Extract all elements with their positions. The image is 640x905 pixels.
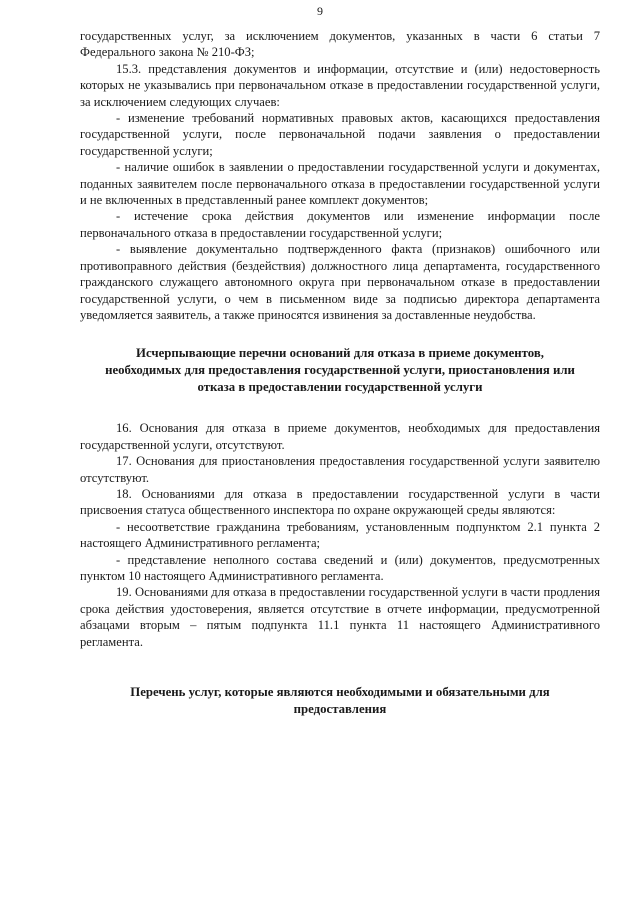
paragraph-15-3: 15.3. представления документов и информации, отсутствие и (или) недостоверность которых не указывались при первоначальном отказе в предоставлении государственной услуги, за исключением следующих случаев: (80, 61, 600, 109)
list-item: - выявление документально подтвержденного факта (признаков) ошибочного или противоправного действия (бездействия) должностного лица департамента, государственного гражданского служащего автономного округа при первоначальном отказе в предоставлении государственной услуги, о чем в письменном виде за подписью директора департамента уведомляется заявитель, а также приносятся извинения за доставленные неудобства. (80, 242, 600, 322)
list-item: - истечение срока действия документов или изменение информации после первоначального отказа в предоставлении государственной услуги; (80, 209, 600, 240)
list-item: - наличие ошибок в заявлении о предоставлении государственной услуги и документах, поданных заявителем после первоначального отказа в предоставлении государственной услуги и не включенных в представленный ранее комплект документов; (80, 160, 600, 208)
paragraph-17: 17. Основания для приостановления предоставления государственной услуги заявителю отсутствуют. (80, 454, 600, 485)
list-item: - изменение требований нормативных правовых актов, касающихся предоставления государственной услуги, после первоначальной подачи заявления о предоставлении государственной услуги; (80, 111, 600, 158)
paragraph-18: 18. Основаниями для отказа в предоставлении государственной услуги в части присвоения статуса общественного инспектора по охране окружающей среды являются: (80, 486, 600, 518)
document-body (80, 28, 600, 718)
paragraph-continuation: государственных услуг, за исключением документов, указанных в части 6 статьи 7 Федерального закона № 210-ФЗ; (80, 29, 600, 60)
list-item: - представление неполного состава сведений и (или) документов, предусмотренных пунктом 10 настоящего Административного регламента. (80, 552, 600, 583)
page-number: 9 (317, 4, 323, 18)
section-heading-required-services: Перечень услуг, которые являются необходимыми и обязательными для предоставления (130, 685, 550, 716)
list-item: - несоответствие гражданина требованиям, установленным подпунктом 2.1 пункта 2 настоящего Административного регламента; (80, 519, 600, 551)
section-heading-refusal-grounds: Исчерпывающие перечни оснований для отказа в приеме документов, необходимых для предоставления государственной услуги, приостановления или отказа в предоставлении государственной услуги (105, 346, 575, 395)
paragraph-19: 19. Основаниями для отказа в предоставлении государственной услуги в части продления срока действия удостоверения, является отсутствие в отчете информации, предусмотренной абзацами вторым – пятым подпункта 11.1 пункта 11 настоящего Административного регламента. (80, 585, 600, 649)
paragraph-16: 16. Основания для отказа в приеме документов, необходимых для предоставления государственной услуги, отсутствуют. (80, 421, 600, 452)
